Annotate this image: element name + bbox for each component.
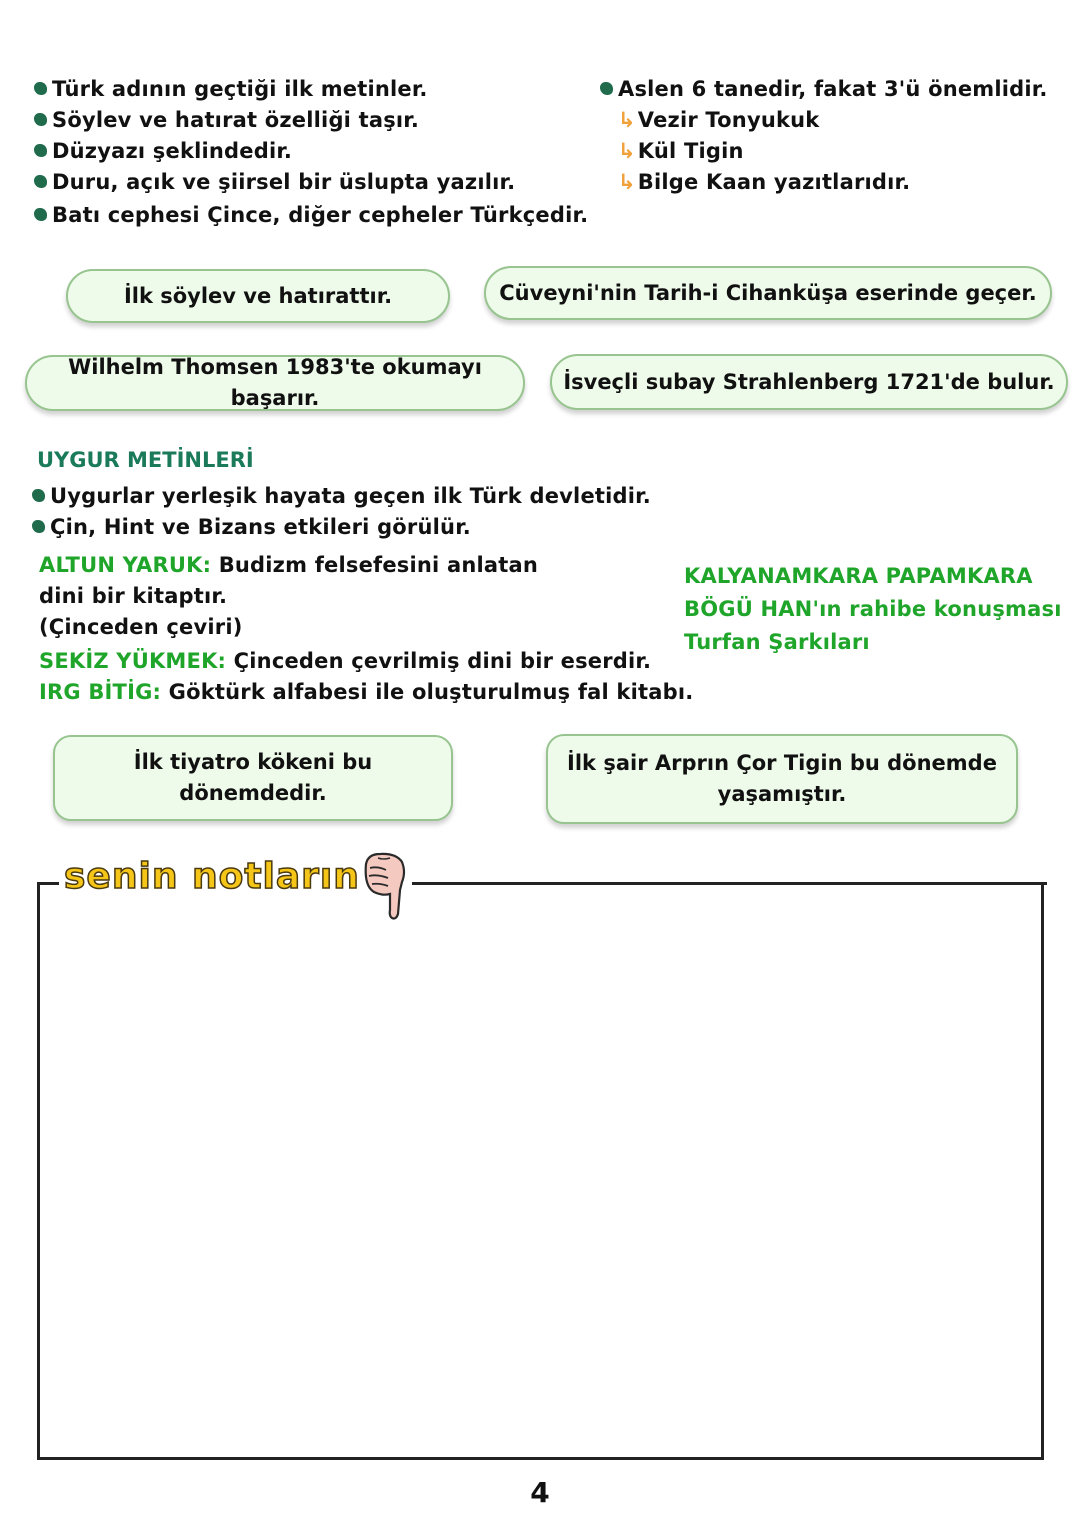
leaf-bullet-icon [34, 113, 47, 126]
work-label: SEKİZ YÜKMEK: [39, 649, 227, 673]
fact-box: İlk şair Arprın Çor Tigin bu dönemde yaşamıştır. [546, 734, 1018, 824]
list-item: Uygurlar yerleşik hayata geçen ilk Türk devletidir. [32, 481, 651, 512]
leaf-bullet-icon [34, 208, 47, 221]
leaf-bullet-icon [34, 82, 47, 95]
leaf-bullet-icon [600, 82, 613, 95]
curved-arrow-icon: ↳ [618, 170, 636, 194]
list-item: Duru, açık ve şiirsel bir üslupta yazılır. [34, 167, 588, 198]
fact-box: İlk söylev ve hatırattır. [66, 269, 450, 323]
work-entry: IRG BİTİG: Göktürk alfabesi ile oluşturulmuş fal kitabı. [39, 680, 694, 704]
list-item: BÖGÜ HAN'ın rahibe konuşması [684, 597, 1062, 621]
work-entry: SEKİZ YÜKMEK: Çinceden çevrilmiş dini bir eserdir. [39, 649, 652, 673]
work-label: IRG BİTİG: [39, 680, 162, 704]
curved-arrow-icon: ↳ [618, 139, 636, 163]
page-number: 4 [530, 1476, 550, 1509]
fact-box: Cüveyni'nin Tarih-i Cihanküşa eserinde geçer. [484, 266, 1052, 320]
leaf-bullet-icon [34, 144, 47, 157]
fact-box: İsveçli subay Strahlenberg 1721'de bulur. [550, 354, 1068, 410]
section-heading: UYGUR METİNLERİ [37, 448, 254, 472]
leaf-bullet-icon [32, 520, 45, 533]
list-item: Türk adının geçtiği ilk metinler. [34, 74, 588, 105]
uygur-works [39, 550, 693, 708]
list-item: ↳Bilge Kaan yazıtlarıdır. [618, 170, 911, 194]
work-entry-cont: (Çinceden çeviri) [39, 615, 243, 639]
notes-area[interactable] [37, 883, 1044, 1460]
fact-box: İlk tiyatro kökeni bu dönemdedir. [53, 735, 453, 821]
list-item: Düzyazı şeklindedir. [34, 136, 588, 167]
leaf-bullet-icon [34, 175, 47, 188]
notes-title: senin notların [64, 856, 360, 897]
leaf-bullet-icon [32, 489, 45, 502]
list-intro: Aslen 6 tanedir, fakat 3'ü önemlidir. [600, 74, 1048, 105]
list-item: ↳Vezir Tonyukuk [618, 108, 820, 132]
green-works-list [684, 560, 1062, 659]
work-label: ALTUN YARUK: [39, 553, 212, 577]
pointing-down-hand-icon [360, 850, 408, 922]
list-item: KALYANAMKARA PAPAMKARA [684, 564, 1033, 588]
fact-box: Wilhelm Thomsen 1983'te okumayı başarır. [25, 355, 525, 411]
work-entry: ALTUN YARUK: Budizm felsefesini anlatan [39, 553, 538, 577]
uygur-bullet-list [32, 481, 651, 543]
list-item: Söylev ve hatırat özelliği taşır. [34, 105, 588, 136]
inscriptions-list [600, 74, 1048, 198]
list-item: Batı cephesi Çince, diğer cepheler Türkçedir. [34, 200, 588, 231]
intro-bullet-list [34, 74, 588, 231]
list-item: ↳Kül Tigin [618, 139, 744, 163]
curved-arrow-icon: ↳ [618, 108, 636, 132]
work-entry-cont: dini bir kitaptır. [39, 584, 228, 608]
list-item: Turfan Şarkıları [684, 630, 870, 654]
list-item: Çin, Hint ve Bizans etkileri görülür. [32, 512, 651, 543]
